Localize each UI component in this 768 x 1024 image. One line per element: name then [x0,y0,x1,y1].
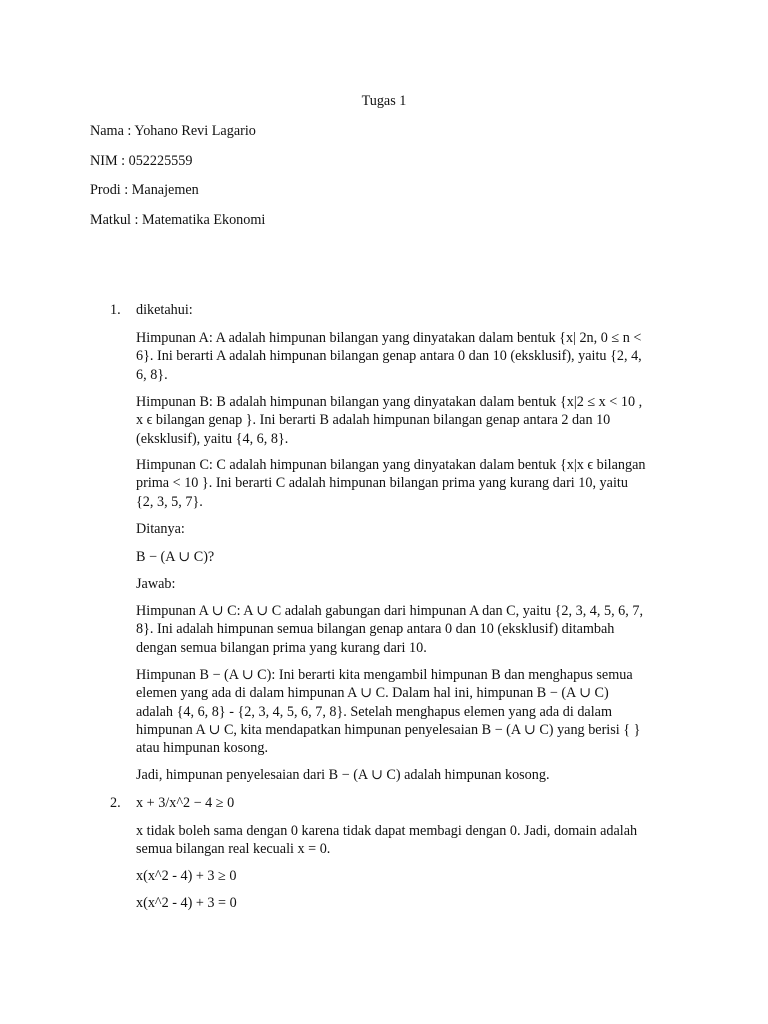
q1-union-line: Himpunan A ∪ C: A ∪ C adalah gabungan dari himpunan A dan C, yaitu {2, 3, 4, 5, 6, 7, [136,603,644,619]
q1-union-line: dengan semua bilangan prima yang kurang dari 10. [136,639,427,656]
question-2-number: 2. [110,795,121,811]
q1-known-label: diketahui: [136,302,193,318]
q1-difference-line: Himpunan B − (A ∪ C): Ini berarti kita mengambil himpunan B dan menghapus semua [136,667,633,683]
q1-set-a-line: Himpunan A: A adalah himpunan bilangan yang dinyatakan dalam bentuk {x| 2n, 0 ≤ n < [136,330,642,346]
q1-set-b-line: Himpunan B: B adalah himpunan bilangan yang dinyatakan dalam bentuk {x|2 ≤ x < 10 , [136,394,643,410]
q1-set-a-line: 6, 8}. [136,366,168,383]
q1-difference-line: himpunan A ∪ C, kita mendapatkan himpunan penyelesaian B − (A ∪ C) yang berisi { } [136,721,641,738]
course-name: Matkul : Matematika Ekonomi [90,212,266,228]
q1-difference-paragraph [136,666,681,757]
q1-set-c-line: prima < 10 }. Ini berarti C adalah himpunan bilangan prima yang kurang dari 10, yaitu [136,475,628,492]
q1-union-paragraph [136,602,681,657]
q1-set-c-line: {2, 3, 5, 7}. [136,493,203,510]
q2-step-equation: x(x^2 - 4) + 3 = 0 [136,895,237,911]
q2-domain-line: x tidak boleh sama dengan 0 karena tidak dapat membagi dengan 0. Jadi, domain adalah [136,823,638,839]
q1-set-b-line: x ϵ bilangan genap }. Ini berarti B adalah himpunan bilangan genap antara 2 dan 10 [136,412,611,429]
q2-domain-line: semua bilangan real kecuali x = 0. [136,841,331,858]
q1-set-c-line: Himpunan C: C adalah himpunan bilangan yang dinyatakan dalam bentuk {x|x ϵ bilangan [136,457,646,473]
q1-conclusion: Jadi, himpunan penyelesaian dari B − (A ∪ C) adalah himpunan kosong. [136,767,550,783]
q1-difference-line: atau himpunan kosong. [136,740,269,757]
q1-set-a-line: 6}. Ini berarti A adalah himpunan bilangan genap antara 0 dan 10 (eksklusif), yaitu {2, 4, [136,348,642,365]
q2-domain-paragraph [136,822,681,859]
q1-set-b-paragraph [136,393,681,448]
question-1-number: 1. [110,302,121,318]
q1-union-line: 8}. Ini adalah himpunan semua bilangan genap antara 0 dan 10 (eksklusif) ditambah [136,621,615,638]
student-name: Nama : Yohano Revi Lagario [90,123,256,139]
q1-answer-label: Jawab: [136,576,176,592]
q1-set-c-paragraph [136,456,681,511]
student-nim: NIM : 052225559 [90,153,193,169]
q2-step-inequality: x(x^2 - 4) + 3 ≥ 0 [136,868,237,884]
q1-difference-line: elemen yang ada di dalam himpunan A ∪ C. Dalam hal ini, himpunan B − (A ∪ C) [136,685,609,702]
study-program: Prodi : Manajemen [90,182,199,198]
document-title: Tugas 1 [361,93,407,109]
q1-question: B − (A ∪ C)? [136,549,215,565]
q1-asked-label: Ditanya: [136,521,185,537]
q1-set-a-paragraph [136,329,681,384]
q1-difference-line: adalah {4, 6, 8} - {2, 3, 4, 5, 6, 7, 8}. Setelah menghapus elemen yang ada di dalam [136,703,612,720]
q2-expression: x + 3/x^2 − 4 ≥ 0 [136,795,235,811]
q1-set-b-line: (eksklusif), yaitu {4, 6, 8}. [136,430,289,447]
